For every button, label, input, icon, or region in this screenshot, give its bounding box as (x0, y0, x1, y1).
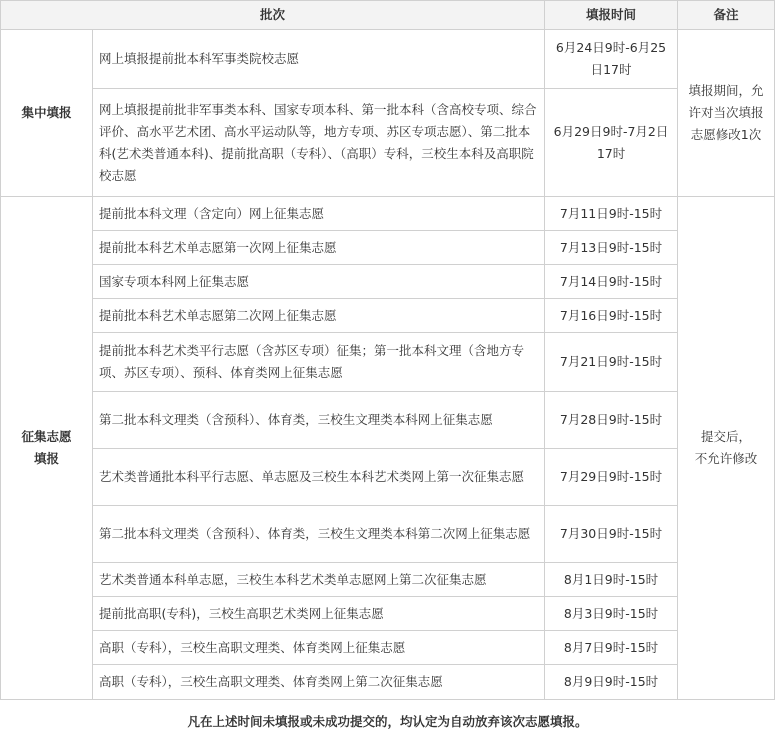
table-row (1, 299, 775, 333)
time-cell: 7月16日9时-15时 (545, 299, 678, 333)
footer-note: 凡在上述时间未填报或未成功提交的，均认定为自动放弃该次志愿填报。 (187, 714, 588, 729)
note-cell-supplementary (678, 197, 775, 700)
batch-cell: 国家专项本科网上征集志愿 (93, 265, 545, 299)
batch-cell: 提前批本科艺术单志愿第一次网上征集志愿 (93, 231, 545, 265)
table-row (1, 563, 775, 597)
batch-cell: 网上填报提前批非军事类本科、国家专项本科、第一批本科（含高校专项、综合评价、高水平艺术团、高水平运动队等，地方专项、苏区专项志愿）、第二批本科(艺术类普通本科)、提前批高职（专科）、（高职）专科，三校生本科及高职院校志愿 (93, 89, 545, 197)
table-row (1, 631, 775, 665)
time-cell: 7月21日9时-15时 (545, 333, 678, 392)
group-label-centralized: 集中填报 (1, 30, 93, 197)
note-cell-centralized: 填报期间，允许对当次填报志愿修改1次 (678, 30, 775, 197)
batch-cell: 提前批本科文理（含定向）网上征集志愿 (93, 197, 545, 231)
header-batch: 批次 (1, 1, 545, 30)
header-time: 填报时间 (545, 1, 678, 30)
note-line: 不允许修改 (694, 451, 758, 466)
time-cell: 6月24日9时-6月25日17时 (545, 30, 678, 89)
time-cell: 7月11日9时-15时 (545, 197, 678, 231)
time-cell: 8月1日9时-15时 (545, 563, 678, 597)
header-note: 备注 (678, 1, 775, 30)
table-row (1, 392, 775, 449)
table-row (1, 665, 775, 700)
header-row (1, 1, 775, 30)
batch-cell: 艺术类普通本科单志愿，三校生本科艺术类单志愿网上第二次征集志愿 (93, 563, 545, 597)
batch-cell: 提前批高职(专科)，三校生高职艺术类网上征集志愿 (93, 597, 545, 631)
time-cell: 7月29日9时-15时 (545, 449, 678, 506)
table-row (1, 231, 775, 265)
time-cell: 8月9日9时-15时 (545, 665, 678, 700)
time-cell: 7月30日9时-15时 (545, 506, 678, 563)
batch-cell: 第二批本科文理类（含预科）、体育类，三校生文理类本科第二次网上征集志愿 (93, 506, 545, 563)
table-row (1, 30, 775, 89)
group-label-supplementary (1, 197, 93, 700)
batch-cell: 提前批本科艺术类平行志愿（含苏区专项）征集；第一批本科文理（含地方专项、苏区专项）、预科、体育类网上征集志愿 (93, 333, 545, 392)
table-row (1, 265, 775, 299)
group-label-line: 征集志愿 (21, 429, 72, 444)
time-cell: 6月29日9时-7月2日17时 (545, 89, 678, 197)
note-line: 提交后， (701, 429, 752, 444)
table-row (1, 597, 775, 631)
table-row (1, 449, 775, 506)
time-cell: 8月3日9时-15时 (545, 597, 678, 631)
batch-cell: 网上填报提前批本科军事类院校志愿 (93, 30, 545, 89)
group-label-line: 填报 (33, 451, 59, 466)
time-cell: 7月28日9时-15时 (545, 392, 678, 449)
table-row (1, 506, 775, 563)
time-cell: 8月7日9时-15时 (545, 631, 678, 665)
batch-cell: 高职（专科），三校生高职文理类、体育类网上第二次征集志愿 (93, 665, 545, 700)
time-cell: 7月14日9时-15时 (545, 265, 678, 299)
batch-cell: 艺术类普通批本科平行志愿、单志愿及三校生本科艺术类网上第一次征集志愿 (93, 449, 545, 506)
table-row (1, 89, 775, 197)
table-row (1, 333, 775, 392)
time-cell: 7月13日9时-15时 (545, 231, 678, 265)
batch-cell: 第二批本科文理类（含预科）、体育类，三校生文理类本科网上征集志愿 (93, 392, 545, 449)
table-row (1, 197, 775, 231)
batch-cell: 高职（专科），三校生高职文理类、体育类网上征集志愿 (93, 631, 545, 665)
batch-cell: 提前批本科艺术单志愿第二次网上征集志愿 (93, 299, 545, 333)
